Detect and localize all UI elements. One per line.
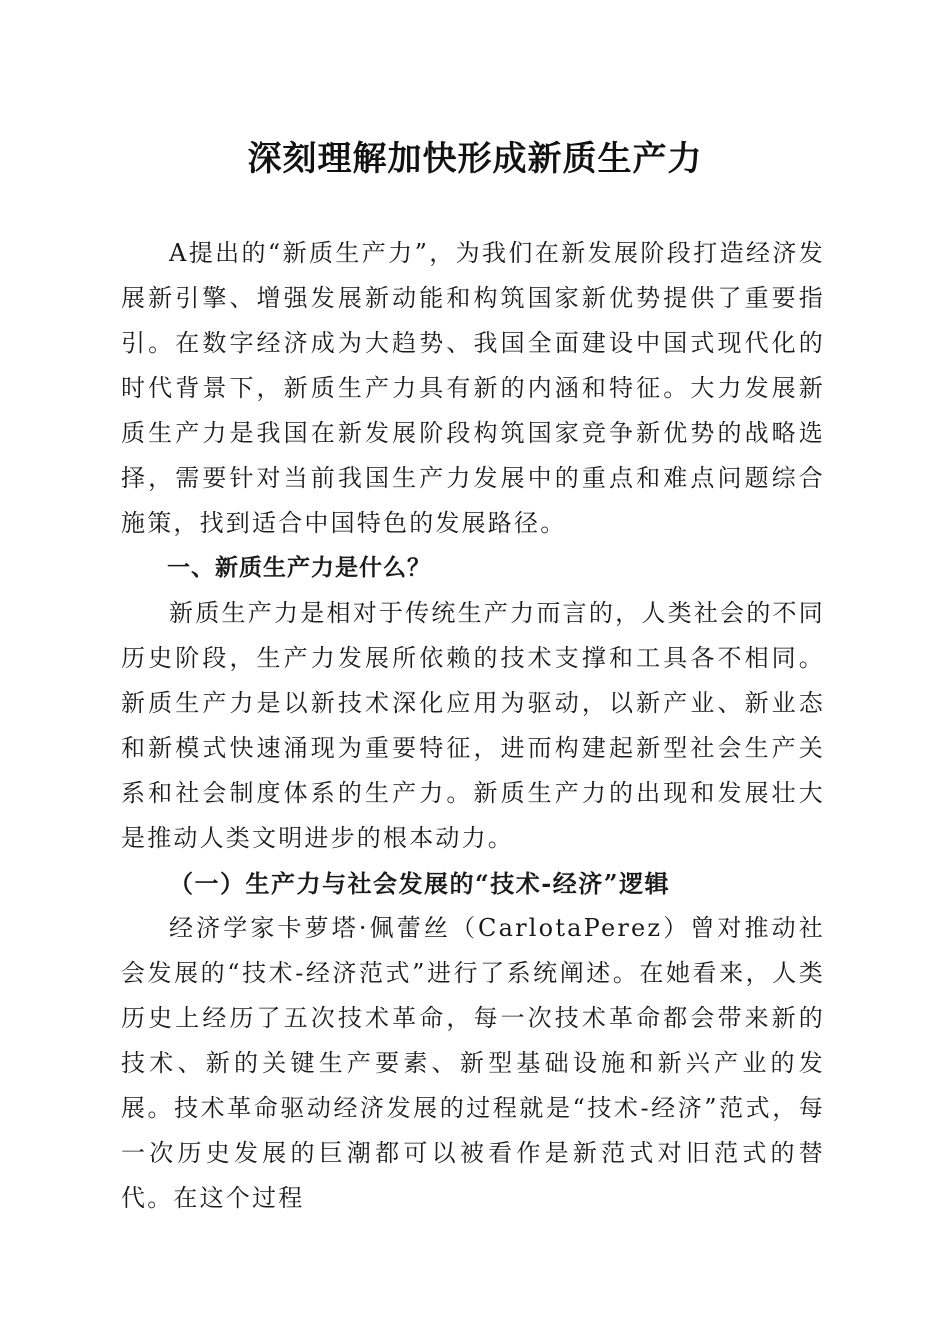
subsection-1-paragraph: 经济学家卡萝塔·佩蕾丝（CarlotaPerez）曾对推动社会发展的“技术-经济范式”进行了系统阐述。在她看来，人类历史上经历了五次技术革命，每一次技术革命都会带来新的技术、新的关键生产要素、新型基础设施和新兴产业的发展。技术革命驱动经济发展的过程就是“技术-经济”范式，每一次历史发展的巨潮都可以被看作是新范式对旧范式的替代。在这个过程 bbox=[121, 914, 825, 1212]
intro-paragraph: A提出的“新质生产力”，为我们在新发展阶段打造经济发展新引擎、增强发展新动能和构筑国家新优势提供了重要指引。在数字经济成为大趋势、我国全面建设中国式现代化的时代背景下，新质生产力具有新的内涵和特征。大力发展新质生产力是我国在新发展阶段构筑国家竞争新优势的战略选择，需要针对当前我国生产力发展中的重点和难点问题综合施策，找到适合中国特色的发展路径。 bbox=[121, 239, 825, 537]
section-heading-1: 一、新质生产力是什么？ bbox=[167, 555, 431, 581]
section-1-paragraph: 新质生产力是相对于传统生产力而言的，人类社会的不同历史阶段，生产力发展所依赖的技术支撑和工具各不相同。新质生产力是以新技术深化应用为驱动，以新产业、新业态和新模式快速涌现为重要特征，进而构建起新型社会生产关系和社会制度体系的生产力。新质生产力的出现和发展壮大是推动人类文明进步的根本动力。 bbox=[121, 599, 825, 852]
subsection-heading-1: （一）生产力与社会发展的“技术-经济”逻辑 bbox=[169, 869, 671, 898]
document-title: 深刻理解加快形成新质生产力 bbox=[247, 139, 703, 179]
document-body bbox=[121, 231, 825, 1221]
